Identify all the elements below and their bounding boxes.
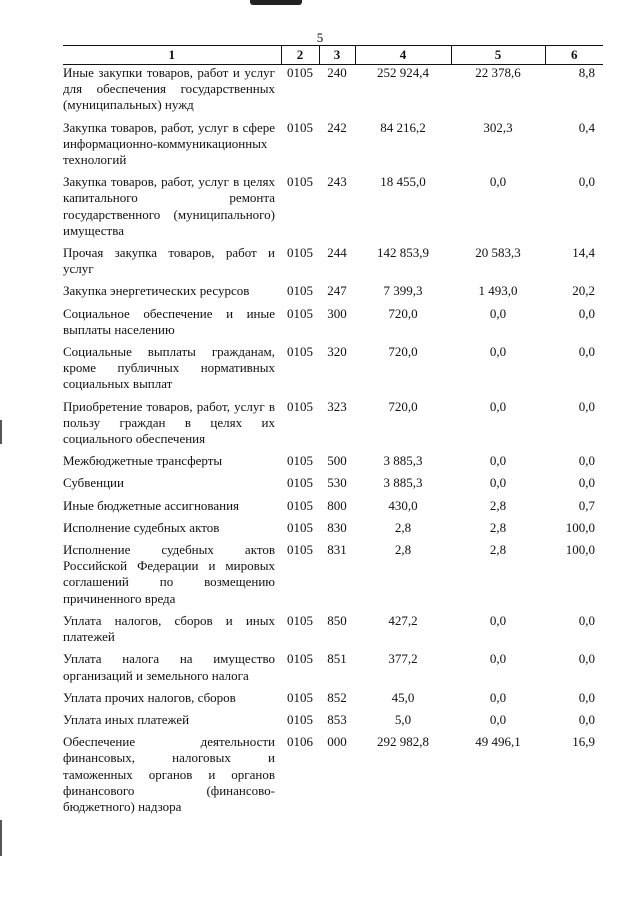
table-row	[63, 469, 603, 491]
cell-c3: 850	[327, 612, 347, 628]
cell-c5: 0,0	[489, 305, 507, 321]
cell-c3: 244	[327, 245, 347, 261]
budget-table	[63, 45, 603, 815]
cell-c2: 0105	[287, 174, 313, 190]
table-row	[63, 168, 603, 239]
table-header-row	[63, 46, 603, 65]
cell-c3: 243	[327, 174, 347, 190]
cell-c5: 0,0	[489, 453, 507, 469]
table-row	[63, 645, 603, 683]
cell-c3: 500	[327, 453, 347, 469]
cell-c6: 100,0	[565, 542, 595, 558]
cell-c2: 0105	[287, 689, 313, 705]
cell-c5: 0,0	[489, 689, 507, 705]
cell-c6: 14,4	[572, 245, 595, 261]
cell-name: Закупка товаров, работ, услуг в целях капитального ремонта государственного (муниципального) имущества	[63, 174, 275, 238]
cell-c2: 0105	[287, 283, 313, 299]
header-cell: 1	[63, 46, 281, 65]
cell-c2: 0105	[287, 453, 313, 469]
cell-c4: 3 885,3	[383, 475, 423, 491]
cell-c4: 720,0	[388, 305, 418, 321]
cell-c5: 0,0	[489, 174, 507, 190]
cell-c2: 0105	[287, 305, 313, 321]
cell-c6: 0,0	[578, 475, 595, 491]
cell-name: Иные закупки товаров, работ и услуг для обеспечения государственных (муниципальных) нужд	[63, 65, 275, 113]
cell-c4: 142 853,9	[377, 245, 429, 261]
cell-c6: 0,7	[578, 497, 595, 513]
cell-c5: 2,8	[489, 542, 507, 558]
cell-c5: 0,0	[489, 612, 507, 628]
cell-c5: 0,0	[489, 344, 507, 360]
table-row	[63, 277, 603, 299]
header-cell: 2	[281, 46, 319, 65]
table-row	[63, 447, 603, 469]
cell-c2: 0105	[287, 651, 313, 667]
cell-c4: 5,0	[394, 711, 412, 727]
cell-name: Субвенции	[63, 475, 124, 491]
cell-name: Приобретение товаров, работ, услуг в пользу граждан в целях их социального обеспечения	[63, 398, 275, 447]
cell-c6: 20,2	[572, 283, 595, 299]
cell-c3: 852	[327, 689, 347, 705]
cell-c5: 0,0	[489, 398, 507, 414]
cell-name: Уплата налогов, сборов и иных платежей	[63, 612, 275, 645]
cell-c2: 0105	[287, 711, 313, 727]
cell-name: Закупка энергетических ресурсов	[63, 283, 250, 299]
cell-name: Уплата иных платежей	[63, 711, 190, 727]
cell-c6: 0,0	[578, 344, 595, 360]
cell-c2: 0105	[287, 612, 313, 628]
cell-name: Закупка товаров, работ, услуг в сфере информационно-коммуникационных технологий	[63, 119, 275, 168]
cell-c2: 0105	[287, 65, 313, 80]
cell-c4: 292 982,8	[377, 734, 429, 750]
cell-c5: 49 496,1	[475, 734, 521, 750]
cell-c2: 0105	[287, 398, 313, 414]
cell-c4: 427,2	[388, 612, 418, 628]
cell-c2: 0105	[287, 542, 313, 558]
cell-name: Прочая закупка товаров, работ и услуг	[63, 245, 275, 277]
cell-c4: 430,0	[388, 497, 418, 513]
cell-c4: 45,0	[391, 689, 415, 705]
cell-c6: 0,0	[578, 453, 595, 469]
cell-c3: 831	[327, 542, 347, 558]
table-row	[63, 536, 603, 607]
cell-c6: 8,8	[578, 65, 595, 80]
cell-c4: 252 924,4	[377, 65, 429, 80]
cell-c6: 0,0	[578, 651, 595, 667]
cell-c5: 2,8	[489, 519, 507, 535]
cell-c2: 0105	[287, 475, 313, 491]
header-cell: 4	[355, 46, 451, 65]
cell-c6: 0,0	[578, 711, 595, 727]
table-row	[63, 492, 603, 514]
cell-c4: 7 399,3	[383, 283, 423, 299]
table-row	[63, 239, 603, 277]
table-row	[63, 393, 603, 448]
cell-c2: 0105	[287, 519, 313, 535]
cell-c2: 0106	[287, 734, 313, 750]
cell-c4: 3 885,3	[383, 453, 423, 469]
cell-c3: 830	[327, 519, 347, 535]
cell-c2: 0105	[287, 245, 313, 261]
header-cell: 5	[451, 46, 545, 65]
table-row	[63, 706, 603, 728]
scan-artifact	[250, 0, 302, 5]
table-row	[63, 607, 603, 645]
table-row	[63, 65, 603, 114]
cell-c2: 0105	[287, 119, 313, 135]
cell-c3: 242	[327, 119, 347, 135]
scan-edge-mark	[0, 420, 2, 444]
table-row	[63, 338, 603, 393]
cell-c4: 377,2	[388, 651, 418, 667]
cell-c3: 530	[327, 475, 347, 491]
cell-c3: 000	[327, 734, 347, 750]
cell-c5: 302,3	[483, 119, 513, 135]
cell-c5: 0,0	[489, 711, 507, 727]
cell-c4: 720,0	[388, 344, 418, 360]
cell-c5: 20 583,3	[475, 245, 521, 261]
cell-c2: 0105	[287, 497, 313, 513]
cell-name: Исполнение судебных актов	[63, 519, 220, 535]
cell-c5: 0,0	[489, 651, 507, 667]
header-cell: 3	[319, 46, 355, 65]
cell-c6: 100,0	[565, 519, 595, 535]
scan-edge-mark	[0, 820, 2, 856]
cell-c6: 16,9	[572, 734, 595, 750]
cell-c5: 0,0	[489, 475, 507, 491]
header-cell: 6	[545, 46, 603, 65]
cell-c6: 0,0	[578, 305, 595, 321]
cell-name: Обеспечение деятельности финансовых, налоговых и таможенных органов и органов финансового (финансово-бюджетного) надзора	[63, 734, 275, 814]
cell-c6: 0,4	[578, 119, 595, 135]
cell-c4: 2,8	[394, 519, 412, 535]
cell-c4: 18 455,0	[380, 174, 426, 190]
cell-c2: 0105	[287, 344, 313, 360]
cell-name: Уплата налога на имущество организаций и земельного налога	[63, 651, 275, 683]
page-number: 5	[316, 30, 324, 45]
cell-c6: 0,0	[578, 689, 595, 705]
cell-c5: 1 493,0	[478, 283, 518, 299]
cell-c3: 851	[327, 651, 347, 667]
cell-name: Иные бюджетные ассигнования	[63, 497, 240, 513]
cell-c5: 2,8	[489, 497, 507, 513]
table-row	[63, 300, 603, 338]
cell-c6: 0,0	[578, 612, 595, 628]
table-body	[63, 65, 603, 816]
cell-c4: 720,0	[388, 398, 418, 414]
cell-c3: 323	[327, 398, 347, 414]
cell-name: Исполнение судебных актов Российской Федерации и мировых соглашений по возмещению причиненного вреда	[63, 542, 275, 606]
cell-c6: 0,0	[578, 398, 595, 414]
table-row	[63, 728, 603, 815]
cell-c4: 2,8	[394, 542, 412, 558]
cell-c3: 853	[327, 711, 347, 727]
cell-name: Уплата прочих налогов, сборов	[63, 689, 236, 705]
cell-c6: 0,0	[578, 174, 595, 190]
cell-c4: 84 216,2	[380, 119, 426, 135]
cell-name: Социальные выплаты гражданам, кроме публичных нормативных социальных выплат	[63, 344, 275, 392]
cell-name: Социальное обеспечение и иные выплаты населению	[63, 305, 275, 337]
cell-name: Межбюджетные трансферты	[63, 453, 223, 469]
table-row	[63, 514, 603, 536]
table-row	[63, 114, 603, 169]
cell-c3: 300	[327, 305, 347, 321]
cell-c3: 800	[327, 497, 347, 513]
cell-c3: 247	[327, 283, 347, 299]
cell-c5: 22 378,6	[475, 65, 521, 80]
table-row	[63, 684, 603, 706]
cell-c3: 240	[327, 65, 347, 80]
cell-c3: 320	[327, 344, 347, 360]
